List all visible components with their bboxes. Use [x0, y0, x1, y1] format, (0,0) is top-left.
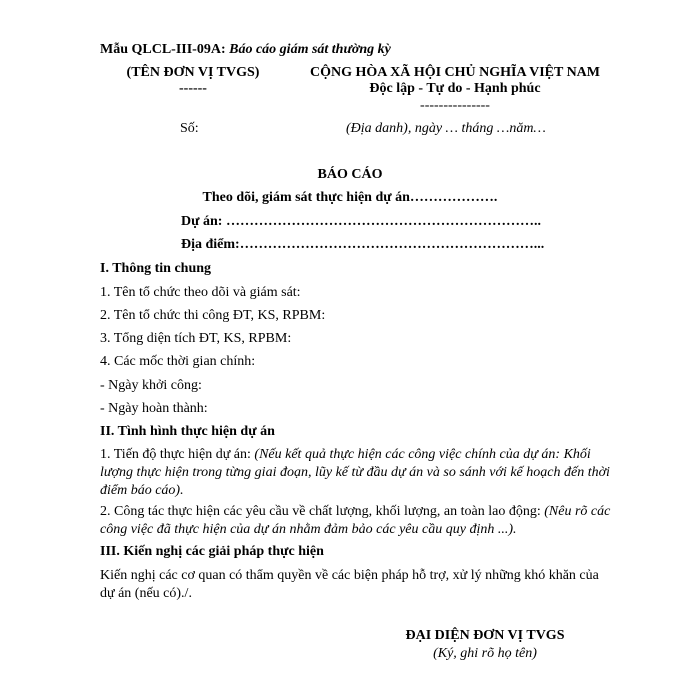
- motto-dash: ---------------: [420, 98, 490, 113]
- paragraph-note: (Nếu kết quả thực hiện các công việc chính của dự án: Khối lượng thực hiện trong từng giai đoạn, lũy kế từ đầu dự án và so sánh với kế hoạch đến thời điểm báo cáo).: [100, 447, 610, 498]
- section-2-paragraph-1: [100, 446, 615, 500]
- project-line: Dự án: …………………………………………………………..: [181, 214, 541, 229]
- country-name: CỘNG HÒA XÃ HỘI CHỦ NGHĨA VIỆT NAM: [309, 65, 600, 80]
- motto: Độc lập - Tự do - Hạnh phúc: [369, 81, 541, 96]
- section-2-heading: II. Tình hình thực hiện dự án: [100, 424, 275, 439]
- location-line: Địa điểm:………………………………………………………...: [181, 237, 545, 252]
- report-title: BÁO CÁO: [317, 167, 383, 182]
- signature-title: ĐẠI DIỆN ĐƠN VỊ TVGS: [405, 628, 565, 643]
- section-1-item: 4. Các mốc thời gian chính:: [100, 354, 256, 369]
- org-name: (TÊN ĐƠN VỊ TVGS): [126, 65, 260, 80]
- paragraph-note: (Nêu rõ các công việc đã thực hiện của dự án nhằm đảm bảo các yêu cầu quy định ...).: [100, 504, 611, 537]
- section-3-heading: III. Kiến nghị các giải pháp thực hiện: [100, 544, 324, 559]
- signature-note: (Ký, ghi rõ họ tên): [433, 646, 537, 661]
- paragraph-lead: 2. Công tác thực hiện các yêu cầu về chất lượng, khối lượng, an toàn lao động:: [100, 504, 541, 519]
- form-code: Mẫu QLCL-III-09A:: [100, 42, 226, 57]
- section-1-item: - Ngày hoàn thành:: [100, 401, 208, 416]
- section-1-heading: I. Thông tin chung: [100, 261, 212, 276]
- place-date: (Địa danh), ngày … tháng …năm…: [346, 121, 546, 136]
- document-number-label: Số:: [180, 121, 199, 136]
- section-1-item: 3. Tổng diện tích ĐT, KS, RPBM:: [100, 331, 292, 346]
- org-dash: ------: [179, 81, 207, 96]
- section-1-item: 2. Tên tổ chức thi công ĐT, KS, RPBM:: [100, 308, 326, 323]
- form-header: [100, 41, 391, 59]
- section-2-paragraph-2: [100, 503, 615, 539]
- section-3-paragraph: Kiến nghị các cơ quan có thẩm quyền về các biện pháp hỗ trợ, xử lý những khó khăn của dự án (nếu có)./.: [100, 568, 599, 601]
- form-title: Báo cáo giám sát thường kỳ: [229, 42, 391, 57]
- section-1-item: - Ngày khởi công:: [100, 378, 202, 393]
- section-1-item: 1. Tên tổ chức theo dõi và giám sát:: [100, 285, 301, 300]
- paragraph-lead: 1. Tiến độ thực hiện dự án:: [100, 447, 251, 462]
- report-subtitle: Theo dõi, giám sát thực hiện dự án……………….: [202, 190, 498, 205]
